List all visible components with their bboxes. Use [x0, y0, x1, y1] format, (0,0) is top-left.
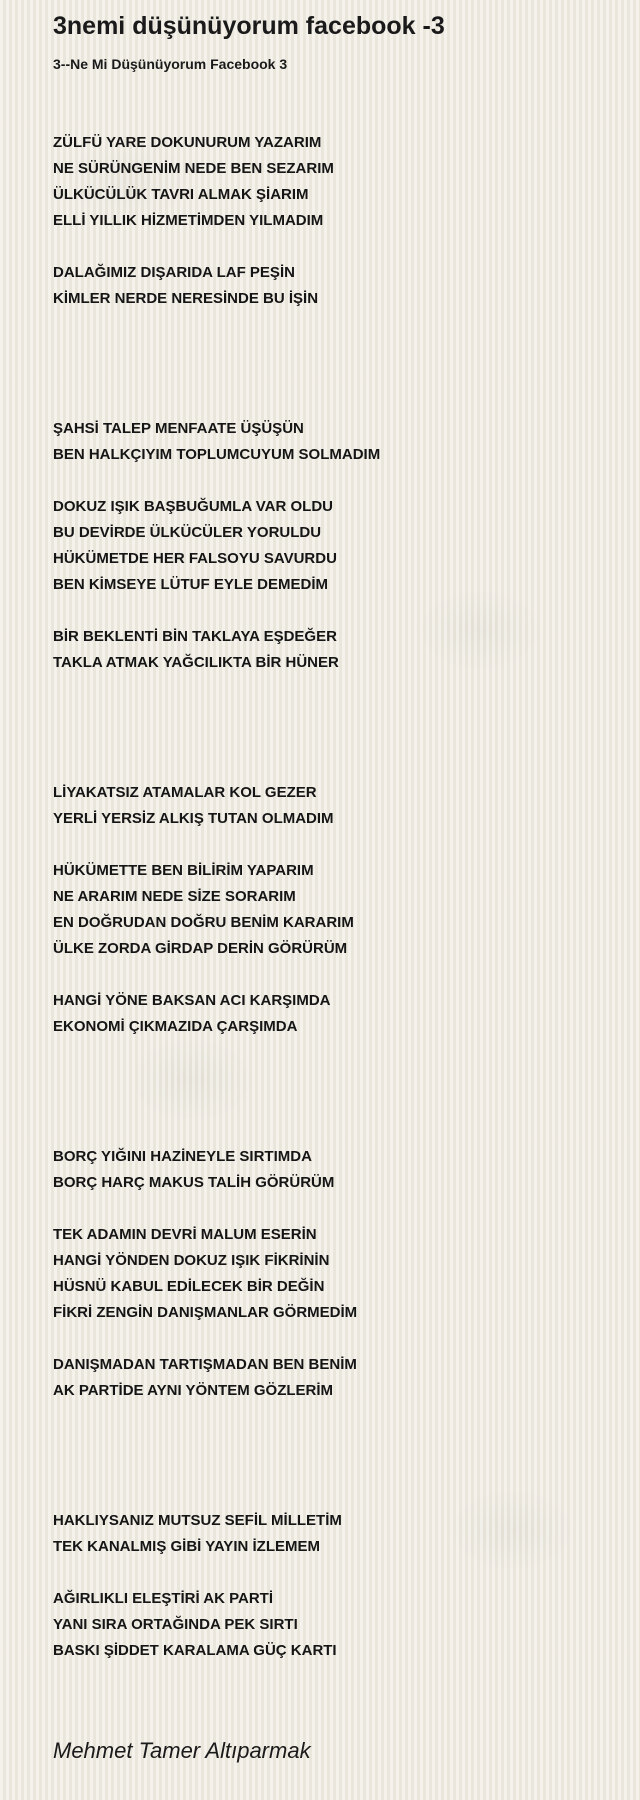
poem-line: TEK ADAMIN DEVRİ MALUM ESERİN	[53, 1226, 317, 1243]
poem-line: DANIŞMADAN TARTIŞMADAN BEN BENİM	[53, 1356, 357, 1373]
stanza	[53, 494, 380, 598]
stanza	[53, 1144, 380, 1196]
poem-title: 3nemi düşünüyorum facebook -3	[53, 12, 445, 40]
stanza	[53, 858, 380, 962]
poem-line: EKONOMİ ÇIKMAZIDA ÇARŞIMDA	[53, 1018, 298, 1035]
poem-body	[53, 130, 380, 1664]
stanza	[53, 1508, 380, 1560]
poem-line: BEN HALKÇIYIM TOPLUMCUYUM SOLMADIM	[53, 446, 381, 463]
poem-line: AĞIRLIKLI ELEŞTİRİ AK PARTİ	[53, 1590, 273, 1607]
poem-line: LİYAKATSIZ ATAMALAR KOL GEZER	[53, 784, 317, 801]
stanza	[53, 624, 380, 676]
poem-line: HAKLIYSANIZ MUTSUZ SEFİL MİLLETİM	[53, 1512, 342, 1529]
poem-line: HÜKÜMETTE BEN BİLİRİM YAPARIM	[53, 862, 314, 879]
poem-line: HÜKÜMETDE HER FALSOYU SAVURDU	[53, 550, 337, 567]
poem-author: Mehmet Tamer Altıparmak	[53, 1738, 311, 1763]
poem-line: DOKUZ IŞIK BAŞBUĞUMLA VAR OLDU	[53, 498, 333, 515]
poem-line: DALAĞIMIZ DIŞARIDA LAF PEŞİN	[53, 264, 295, 281]
poem-line: ŞAHSİ TALEP MENFAATE ÜŞÜŞÜN	[53, 420, 304, 437]
poem-line: NE SÜRÜNGENİM NEDE BEN SEZARIM	[53, 160, 334, 177]
poem-line: BORÇ HARÇ MAKUS TALİH GÖRÜRÜM	[53, 1174, 335, 1191]
poem-line: ZÜLFÜ YARE DOKUNURUM YAZARIM	[53, 134, 322, 151]
stanza	[53, 1352, 380, 1404]
poem-line: NE ARARIM NEDE SİZE SORARIM	[53, 888, 296, 905]
poem-line: ÜLKE ZORDA GİRDAP DERİN GÖRÜRÜM	[53, 940, 348, 957]
poem-line: BEN KİMSEYE LÜTUF EYLE DEMEDİM	[53, 576, 329, 593]
stanza	[53, 130, 380, 234]
stanza	[53, 1586, 380, 1664]
stanza	[53, 260, 380, 312]
poem-line: YERLİ YERSİZ ALKIŞ TUTAN OLMADIM	[53, 810, 334, 827]
poem-line: HANGİ YÖNE BAKSAN ACI KARŞIMDA	[53, 992, 331, 1009]
poem-subtitle: 3--Ne Mi Düşünüyorum Facebook 3	[53, 56, 288, 72]
poem-line: HÜSNÜ KABUL EDİLECEK BİR DEĞİN	[53, 1278, 325, 1295]
poem-line: AK PARTİDE AYNI YÖNTEM GÖZLERİM	[53, 1382, 334, 1399]
poem-line: BASKI ŞİDDET KARALAMA GÜÇ KARTI	[53, 1642, 337, 1659]
stanza	[53, 416, 380, 468]
poem-line: BİR BEKLENTİ BİN TAKLAYA EŞDEĞER	[53, 628, 337, 645]
poem-line: BU DEVİRDE ÜLKÜCÜLER YORULDU	[53, 524, 322, 541]
poem-line: YANI SIRA ORTAĞINDA PEK SIRTI	[53, 1616, 298, 1633]
stanza	[53, 1222, 380, 1326]
poem-line: KİMLER NERDE NERESİNDE BU İŞİN	[53, 290, 319, 307]
poem-line: TEK KANALMIŞ GİBİ YAYIN İZLEMEM	[53, 1538, 320, 1555]
poem-line: EN DOĞRUDAN DOĞRU BENİM KARARIM	[53, 914, 354, 931]
poem-line: HANGİ YÖNDEN DOKUZ IŞIK FİKRİNİN	[53, 1252, 330, 1269]
poem-line: BORÇ YIĞINI HAZİNEYLE SIRTIMDA	[53, 1148, 312, 1165]
poem-line: TAKLA ATMAK YAĞCILIKTA BİR HÜNER	[53, 654, 339, 671]
poem-line: FİKRİ ZENGİN DANIŞMANLAR GÖRMEDİM	[53, 1304, 358, 1321]
poem-line: ÜLKÜCÜLÜK TAVRI ALMAK ŞİARIM	[53, 186, 309, 203]
stanza	[53, 780, 380, 832]
poem-line: ELLİ YILLIK HİZMETİMDEN YILMADIM	[53, 212, 324, 229]
stanza	[53, 988, 380, 1040]
